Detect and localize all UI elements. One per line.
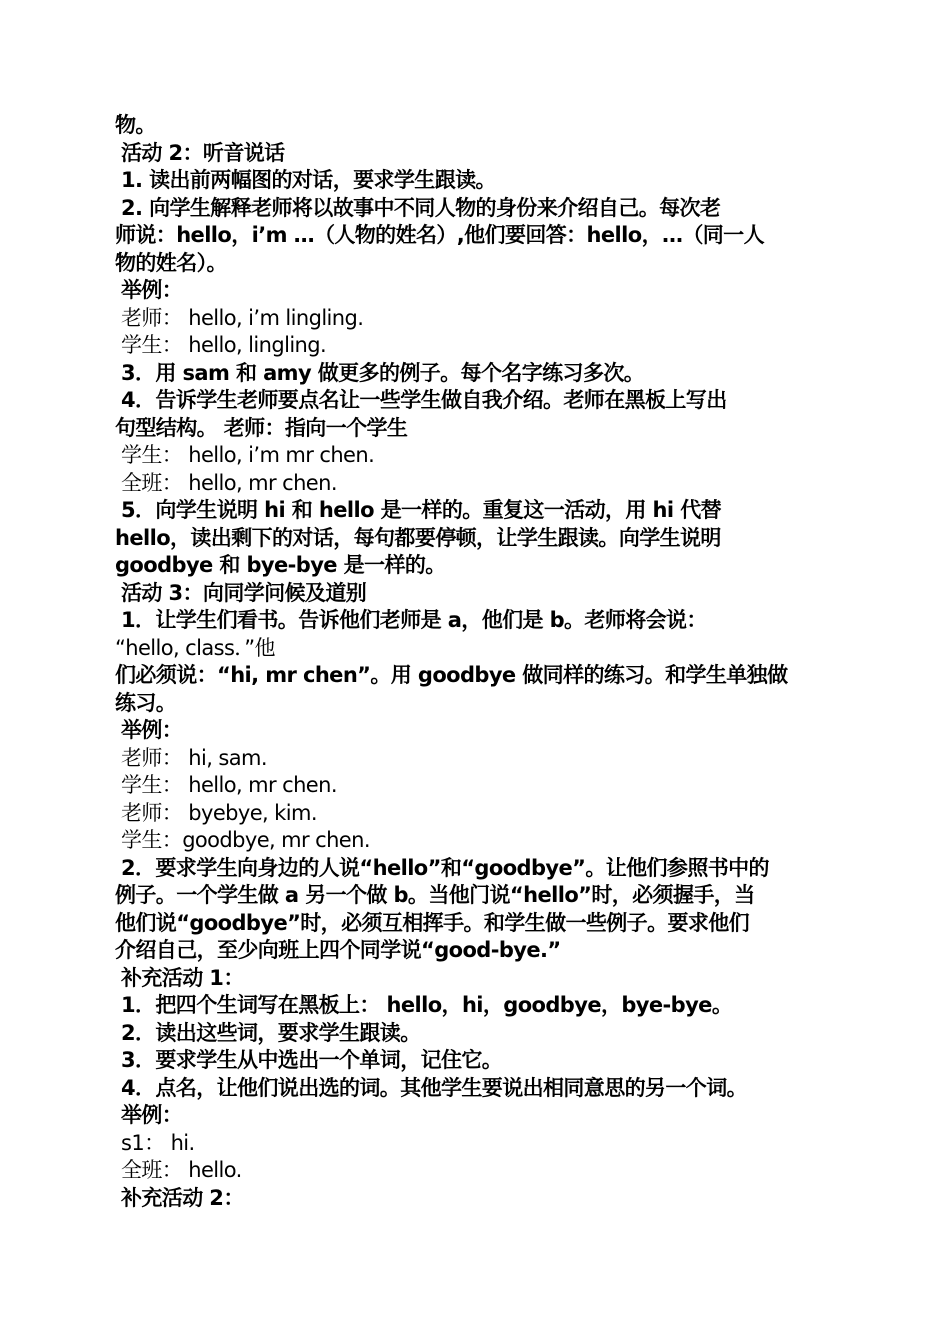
text-line: 他们说“goodbye”时，必须互相挥手。和学生做一些例子。要求他们 — [115, 910, 750, 935]
text-line: 物。 — [115, 113, 156, 137]
text-line: 1. 读出前两幅图的对话，要求学生跟读。 — [121, 168, 496, 192]
text-line: hello，读出剩下的对话，每句都要停顿，让学生跟读。向学生说明 — [115, 525, 721, 550]
text-line: 物的姓名）。 — [115, 250, 227, 275]
dialogue-line: 老师： hello, i’m lingling. — [121, 305, 364, 330]
dialogue-line: 学生：goodbye, mr chen. — [121, 828, 370, 852]
text-line: 4．告诉学生老师要点名让一些学生做自我介绍。老师在黑板上写出 — [121, 388, 727, 412]
text-line: 2．读出这些词，要求学生跟读。 — [121, 1020, 421, 1045]
text-line: 1．让学生们看书。告诉他们老师是 a，他们是 b。老师将会说： — [121, 608, 707, 632]
dialogue-line: 学生： hello, i’m mr chen. — [121, 443, 375, 467]
text-line: 们必须说：“hi, mr chen”。用 goodbye 做同样的练习。和学生单独做 — [115, 663, 788, 687]
section-heading: 活动 2：听音说话 — [121, 140, 285, 165]
dialogue-line: 老师： byebye, kim. — [121, 800, 317, 825]
text-line: “hello, class．”他 — [115, 635, 275, 660]
text-line: 举例： — [121, 1103, 183, 1127]
text-line: goodbye 和 bye-bye 是一样的。 — [115, 553, 446, 577]
dialogue-line: 全班： hello, mr chen. — [121, 470, 337, 495]
text-line: 举例： — [121, 718, 183, 742]
text-line: 师说：hello，i’m …（人物的姓名）,他们要回答：hello，…（同一人 — [115, 223, 764, 247]
text-line: 句型结构。 老师：指向一个学生 — [115, 415, 408, 440]
text-line: 2．要求学生向身边的人说“hello”和“goodbye”。让他们参照书中的 — [121, 855, 769, 880]
section-heading: 补充活动 1： — [121, 965, 244, 990]
text-line: 3．要求学生从中选出一个单词，记住它。 — [121, 1048, 503, 1072]
text-line: 3．用 sam 和 amy 做更多的例子。每个名字练习多次。 — [121, 360, 645, 385]
dialogue-line: 老师： hi, sam. — [121, 745, 267, 770]
text-line: 举例： — [121, 278, 183, 302]
dialogue-line: 学生： hello, mr chen. — [121, 773, 337, 797]
text-line: 练习。 — [115, 690, 177, 715]
text-line: 1．把四个生词写在黑板上： hello，hi，goodbye，bye-bye。 — [121, 993, 733, 1017]
dialogue-line: 全班： hello. — [121, 1158, 242, 1182]
section-heading: 补充活动 2： — [121, 1185, 244, 1210]
dialogue-line: s1： hi. — [121, 1130, 195, 1155]
text-line: 例子。一个学生做 a 另一个做 b。当他门说“hello”时，必须握手，当 — [115, 883, 755, 907]
text-line: 2. 向学生解释老师将以故事中不同人物的身份来介绍自己。每次老 — [121, 195, 721, 220]
text-line: 介绍自己，至少向班上四个同学说“good-bye.” — [115, 938, 561, 962]
section-heading: 活动 3：向同学问候及道别 — [121, 580, 367, 605]
document-body — [115, 112, 845, 1212]
dialogue-line: 学生： hello, lingling. — [121, 333, 327, 357]
text-line: 4．点名，让他们说出选的词。其他学生要说出相同意思的另一个词。 — [121, 1075, 748, 1100]
text-line: 5．向学生说明 hi 和 hello 是一样的。重复这一活动，用 hi 代替 — [121, 498, 721, 522]
